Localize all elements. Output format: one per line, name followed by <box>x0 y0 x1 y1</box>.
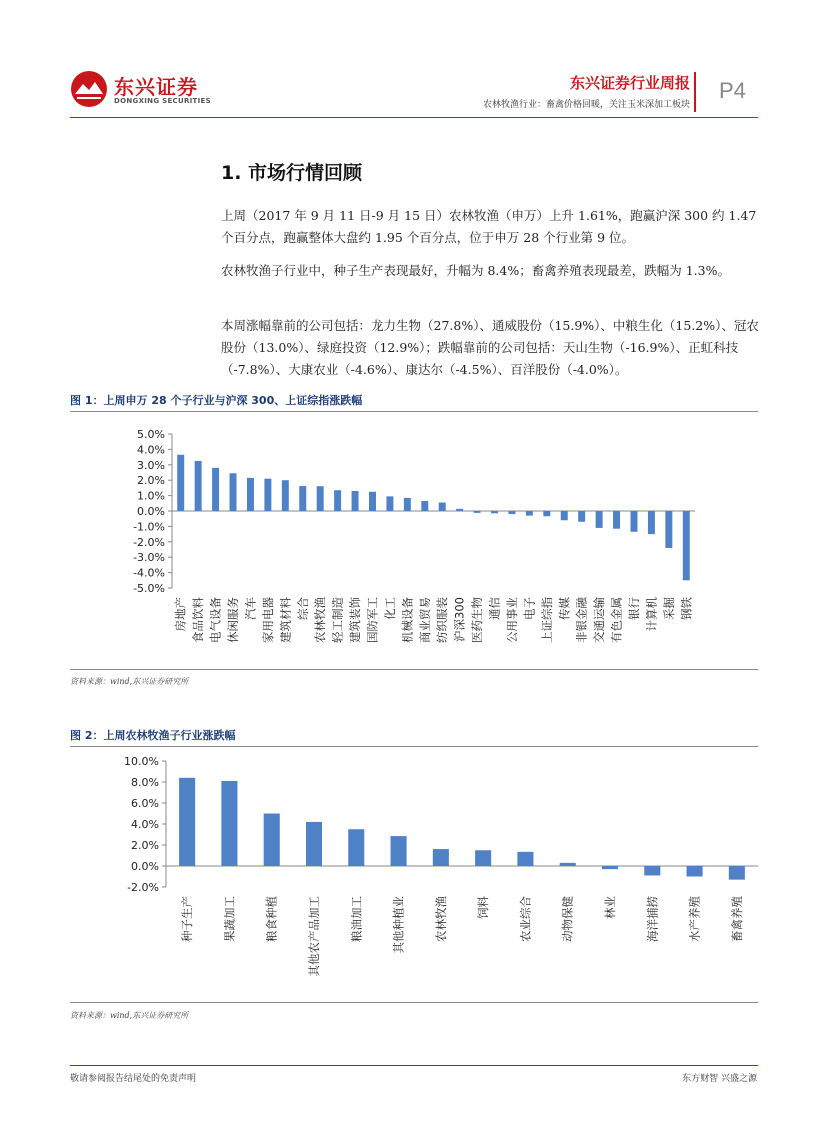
chart-1-bar <box>596 511 603 528</box>
chart-1-bar <box>299 486 306 511</box>
figure-2-source: 资料来源：wind,东兴证券研究所 <box>70 1011 189 1020</box>
chart-1-bar <box>613 511 620 529</box>
chart-1-category-label: 国防军工 <box>365 597 380 643</box>
chart-1-category-label: 电气设备 <box>208 597 223 643</box>
chart-2-category-label: 其他种植业 <box>391 896 406 954</box>
paragraph-market-summary: 上周（2017 年 9 月 11 日-9 月 15 日）农林牧渔（申万）上升 1.61%，跑赢沪深 300 约 1.47 个百分点，跑赢整体大盘约 1.95 个百分点，位于申万 28 个行业第 9 位。 <box>221 208 757 245</box>
chart-2-category-label: 农林牧渔 <box>433 896 448 942</box>
logo-text-en: DONGXING SECURITIES <box>114 97 211 105</box>
chart-1-bar <box>683 511 690 580</box>
footer-disclaimer: 敬请参阅报告结尾处的免责声明 <box>70 1074 197 1084</box>
chart-1-category-label: 综合 <box>295 597 310 620</box>
chart-2-bar <box>475 850 491 866</box>
figure-1-top-rule <box>70 411 758 412</box>
chart-1-category-label: 家用电器 <box>260 597 275 643</box>
header-rule <box>70 117 758 118</box>
figure-2-title: 图 2：上周农林牧渔子行业涨跌幅 <box>70 729 236 742</box>
chart-2-y-tick-label: 2.0% <box>131 839 159 852</box>
chart-1-bar <box>630 511 637 532</box>
chart-1-category-label: 建筑装饰 <box>348 597 363 643</box>
chart-2-category-label: 水产养殖 <box>687 896 702 942</box>
report-title: 东兴证券行业周报 <box>569 74 690 92</box>
chart-1-y-tick-label: -2.0% <box>133 535 165 549</box>
chart-1-category-label: 房地产 <box>173 597 188 632</box>
chart-1-y-tick-label: -1.0% <box>133 520 165 534</box>
chart-2-y-tick-label: -2.0% <box>127 881 159 894</box>
chart-2-bar <box>391 836 407 866</box>
chart-2-category-label: 饲料 <box>476 896 491 919</box>
chart-2-bar <box>602 866 618 869</box>
chart-1-bar <box>404 498 411 511</box>
chart-2-bar <box>306 822 322 866</box>
chart-2-category-label: 农业综合 <box>518 896 533 942</box>
chart-1-category-label: 采掘 <box>661 597 676 620</box>
chart-1-bar <box>264 479 271 511</box>
chart-2-category-label: 海洋捕捞 <box>645 896 660 942</box>
figure-2-chart <box>70 750 758 1000</box>
chart-1-category-label: 机械设备 <box>400 597 415 643</box>
chart-1-bar <box>561 511 568 520</box>
chart-1-bar <box>212 468 219 511</box>
company-logo <box>70 70 220 110</box>
chart-1-category-label: 轻工制造 <box>330 597 345 643</box>
chart-1-category-label: 纺织服装 <box>435 597 450 643</box>
chart-1-bar <box>317 486 324 511</box>
chart-1-y-tick-label: 3.0% <box>137 458 165 472</box>
figure-1-bottom-rule <box>70 669 758 670</box>
chart-1-bar <box>369 492 376 511</box>
paragraph-subsector-summary: 农林牧渔子行业中，种子生产表现最好，升幅为 8.4%；畜禽养殖表现最差，跌幅为 1.3%。 <box>221 263 730 278</box>
section-title: 1. 市场行情回顾 <box>221 162 363 184</box>
chart-1-category-label: 商业贸易 <box>417 597 432 643</box>
figure-1-title: 图 1：上周申万 28 个子行业与沪深 300、上证综指涨跌幅 <box>70 394 363 407</box>
chart-2-y-tick-label: 0.0% <box>131 860 159 873</box>
chart-2-bar <box>264 814 280 867</box>
chart-2-bar <box>517 852 533 866</box>
chart-1-y-tick-label: 1.0% <box>137 489 165 503</box>
chart-1-bar <box>334 490 341 511</box>
chart-2-category-label: 粮食种植 <box>264 896 279 942</box>
chart-1-bar <box>578 511 585 522</box>
chart-2-category-label: 林业 <box>603 896 617 919</box>
chart-1-category-label: 休闲服务 <box>226 597 241 643</box>
chart-1-category-label: 交通运输 <box>592 597 607 643</box>
chart-2-bar <box>560 863 576 866</box>
chart-1-y-tick-label: -5.0% <box>133 582 165 595</box>
chart-1-bar <box>491 511 498 513</box>
chart-2-bar <box>348 829 364 866</box>
chart-1-bar <box>543 511 550 516</box>
chart-2-bar <box>221 781 237 866</box>
page-number: P4 <box>719 78 746 103</box>
chart-1-category-label: 建筑材料 <box>278 597 293 643</box>
figure-1-chart <box>70 415 758 667</box>
chart-1-y-tick-label: -3.0% <box>133 551 165 565</box>
chart-1-bar <box>386 496 393 511</box>
chart-2-category-label: 粮油加工 <box>349 896 364 942</box>
chart-1-category-label: 农林牧渔 <box>313 597 328 643</box>
chart-1-bar <box>282 480 289 511</box>
chart-2-y-tick-label: 4.0% <box>131 818 159 831</box>
chart-2-category-label: 畜禽养殖 <box>729 896 744 942</box>
chart-2-y-tick-label: 10.0% <box>124 755 159 768</box>
chart-1-category-label: 沪深300 <box>452 597 467 642</box>
chart-1-category-label: 传媒 <box>557 597 572 620</box>
chart-1-category-label: 汽车 <box>243 597 258 620</box>
chart-1-bar <box>195 461 202 511</box>
chart-1-category-label: 上证综指 <box>539 597 554 643</box>
chart-2-bar <box>729 866 745 880</box>
chart-1-bar <box>177 455 184 511</box>
chart-1-category-label: 通信 <box>487 597 502 620</box>
figure-2-bottom-rule <box>70 1002 758 1003</box>
chart-2-y-tick-label: 6.0% <box>131 797 159 810</box>
chart-1-bar <box>439 503 446 511</box>
footer-slogan: 东方财智 兴盛之源 <box>682 1074 757 1084</box>
chart-1-category-label: 银行 <box>626 597 641 620</box>
paragraph-top-movers: 本周涨幅靠前的公司包括：龙力生物（27.8%）、通威股份（15.9%）、中粮生化（15.2%）、冠农股份（13.0%）、绿庭投资（12.9%）；跌幅靠前的公司包括：天山生物（-16.9%）、正虹科技（-7.8%）、大康农业（-4.6%）、康达尔（-4.5%）、百洋股份（-4.0%）。 <box>221 318 759 377</box>
chart-1-y-tick-label: 2.0% <box>137 474 165 488</box>
chart-1-bar <box>456 509 463 511</box>
chart-1-category-label: 有色金属 <box>609 597 624 643</box>
chart-1-bar <box>247 478 254 511</box>
chart-1-category-label: 非银金融 <box>574 597 589 643</box>
chart-1-y-tick-label: -4.0% <box>133 566 165 580</box>
chart-2-y-tick-label: 8.0% <box>131 776 159 789</box>
figure-1-source: 资料来源：wind,东兴证券研究所 <box>70 677 189 686</box>
chart-2-bar <box>433 849 449 866</box>
chart-1-category-label: 电子 <box>522 597 537 620</box>
chart-2-bar <box>687 866 703 877</box>
chart-1-bar <box>230 473 237 511</box>
chart-1-bar <box>421 501 428 511</box>
chart-1-bar <box>352 491 359 511</box>
chart-2-bar <box>179 778 195 866</box>
chart-2-category-label: 其他农产品加工 <box>307 896 321 977</box>
chart-2-category-label: 果蔬加工 <box>222 896 237 942</box>
chart-1-bar <box>648 511 655 534</box>
chart-1-category-label: 钢铁 <box>679 597 694 620</box>
report-subtitle: 农林牧渔行业：畜禽价格回暖，关注玉米深加工板块 <box>482 100 690 110</box>
logo-mark-icon <box>70 70 108 108</box>
chart-1-bar <box>526 511 533 516</box>
chart-1-category-label: 食品饮料 <box>191 597 206 643</box>
logo-text-cn: 东兴证券 <box>114 75 198 99</box>
chart-1-y-tick-label: 5.0% <box>137 428 165 441</box>
chart-1-category-label: 化工 <box>382 597 397 620</box>
chart-2-category-label: 种子生产 <box>180 896 195 942</box>
chart-1-bar <box>508 511 515 514</box>
chart-1-category-label: 计算机 <box>644 597 659 632</box>
chart-1-bar <box>665 511 672 548</box>
chart-2-category-label: 动物保健 <box>560 896 575 942</box>
chart-1-bar <box>474 511 481 513</box>
chart-1-y-tick-label: 4.0% <box>137 443 165 457</box>
header-divider <box>694 72 696 112</box>
chart-1-category-label: 医药生物 <box>470 597 485 643</box>
chart-1-y-tick-label: 0.0% <box>137 505 165 518</box>
footer-rule <box>70 1065 758 1066</box>
chart-1-category-label: 公用事业 <box>504 597 519 643</box>
figure-2-top-rule <box>70 746 758 747</box>
chart-2-bar <box>644 866 660 875</box>
